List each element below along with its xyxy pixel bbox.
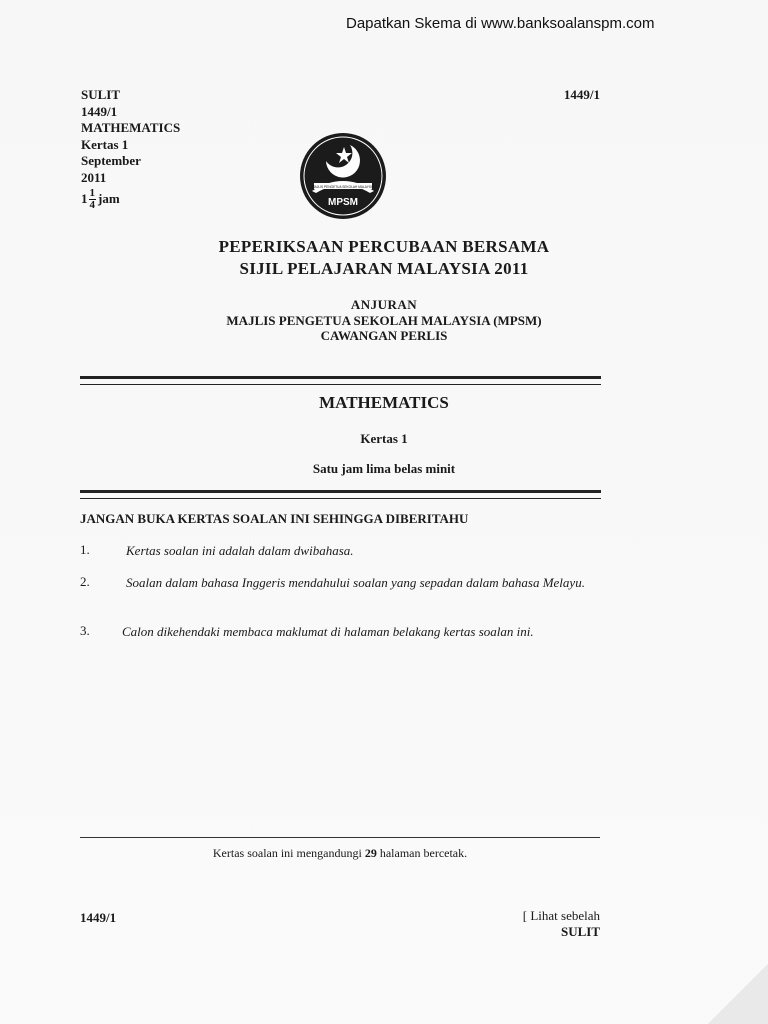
paper-label: Kertas 1 — [81, 136, 129, 152]
exam-title-line2: SIJIL PELAJARAN MALAYSIA 2011 — [239, 259, 529, 278]
page-curl — [708, 964, 768, 1024]
paper-code: 1449/1 — [81, 103, 118, 119]
month-label: September — [81, 153, 141, 168]
subject-label: MATHEMATICS — [81, 120, 181, 135]
instruction-number: 3. — [80, 623, 90, 638]
fraction-denominator: 4 — [89, 199, 95, 211]
footnote-prefix: Kertas soalan ini mengandungi — [212, 846, 365, 860]
skema-banner: Dapatkan Skema di www.banksoalanspm.com — [346, 15, 655, 32]
exam-title-line1: PEPERIKSAAN PERCUBAAN BERSAMA — [218, 237, 550, 256]
footnote-divider — [80, 837, 600, 838]
instruction-text: Soalan dalam bahasa Inggeris mendahului soalan yang sepadan dalam bahasa Melayu. — [126, 575, 585, 590]
footnote-suffix: halaman bercetak. — [376, 846, 468, 860]
sulit-label: SULIT — [81, 87, 121, 102]
logo-text: MPSM — [328, 197, 358, 208]
organizer-branch: CAWANGAN PERLIS — [320, 328, 448, 343]
duration-fraction — [89, 188, 97, 211]
duration-whole: 1 — [81, 191, 88, 207]
instruction-text: Kertas soalan ini adalah dalam dwibahasa. — [126, 543, 354, 558]
paper-duration: Satu jam lima belas minit — [312, 461, 456, 476]
instruction-number: 1. — [80, 542, 90, 557]
page-count: 29 — [364, 846, 377, 860]
logo-subtext: MAJLIS PENGETUA SEKOLAH MALAYSIA — [312, 185, 374, 189]
instruction-number: 2. — [80, 574, 90, 589]
instruction-text: Calon dikehendaki membaca maklumat di halaman belakang kertas soalan ini. — [122, 624, 534, 639]
footer-paper-code: 1449/1 — [80, 910, 117, 925]
paper-number: Kertas 1 — [360, 431, 408, 446]
duration-unit: jam — [98, 191, 120, 207]
duration-hours — [81, 188, 180, 211]
page-count-note — [0, 846, 680, 861]
do-not-open-warning: JANGAN BUKA KERTAS SOALAN INI SEHINGGA DIBERITAHU — [80, 511, 469, 526]
divider-top — [80, 376, 601, 385]
footer-sulit: SULIT — [560, 924, 600, 939]
divider-bottom — [80, 490, 601, 499]
header-left — [81, 87, 180, 211]
fraction-numerator: 1 — [89, 187, 95, 199]
header-right-code: 1449/1 — [563, 87, 600, 102]
mpsm-logo — [298, 131, 388, 221]
subject-title: MATHEMATICS — [319, 393, 449, 412]
year-label: 2011 — [81, 169, 107, 185]
turn-over-label: [ Lihat sebelah — [522, 908, 600, 923]
organizer-label: ANJURAN — [350, 297, 418, 312]
footer-right — [523, 908, 600, 940]
organizer-name: MAJLIS PENGETUA SEKOLAH MALAYSIA (MPSM) — [226, 313, 542, 328]
